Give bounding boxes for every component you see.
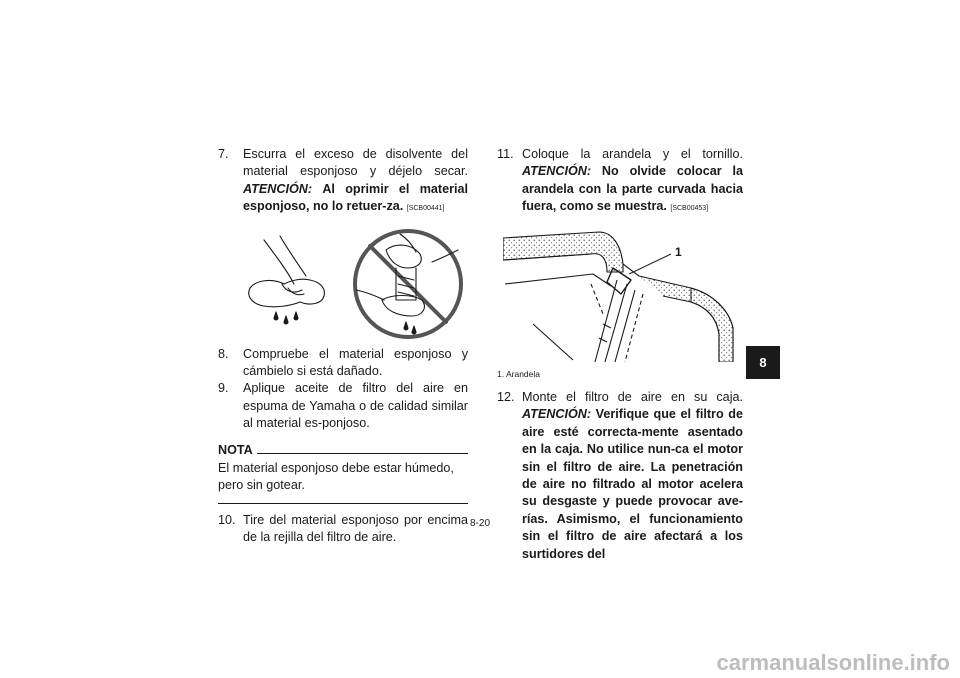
- step-number: 9.: [218, 381, 229, 396]
- left-column: [218, 146, 468, 547]
- step-text: Coloque la arandela y el tornillo.: [522, 147, 743, 161]
- sponge-squeeze-illustration: [236, 228, 466, 340]
- reference-code: [SCB00441]: [406, 205, 445, 213]
- step-text: Tire del material esponjoso por encima de la rejilla del filtro de aire.: [243, 512, 468, 545]
- step-text: Monte el filtro de aire en su caja.: [522, 390, 743, 405]
- watermark-text: carmanualsonline.info: [716, 650, 950, 675]
- note-rule: [257, 453, 468, 454]
- step-text: Compruebe el material esponjoso y cámbielo si está dañado.: [243, 346, 468, 379]
- caution-text: Al oprimir el material esponjoso, no lo retuer-za.: [243, 181, 468, 214]
- note-text: El material esponjoso debe estar húmedo, pero sin gotear.: [218, 461, 454, 493]
- caution-label: ATENCIÓN:: [522, 164, 592, 179]
- step-7: [218, 146, 468, 218]
- caution-label: ATENCIÓN:: [522, 407, 592, 422]
- step-number: 10.: [218, 512, 236, 527]
- note-end-rule: [218, 503, 468, 504]
- chapter-tab: 8: [746, 346, 780, 379]
- figure-callout: 1: [675, 244, 682, 259]
- note-header: [218, 442, 468, 459]
- step-9: [218, 380, 468, 432]
- note-label: NOTA: [218, 442, 253, 457]
- caution-label: ATENCIÓN:: [243, 181, 313, 196]
- right-column: [497, 146, 743, 563]
- step-number: 12.: [497, 390, 515, 405]
- step-number: 8.: [218, 346, 229, 361]
- step-number: 11.: [497, 147, 514, 161]
- figure-caption: 1. Arandela: [497, 368, 541, 379]
- step-12: [497, 389, 743, 563]
- reference-code: [SCB00453]: [670, 205, 709, 213]
- caution-text: Verifique que el filtro de aire esté correcta-mente asentado en la caja. No utilice nun-ca el motor sin el filtro de aire. La penetración de aire no filtrado al motor acelera su desgaste y puede provocar ave-rías. Asimismo, el funcionamiento sin el filtro de aire afectará a los surtidores del: [522, 407, 743, 561]
- step-text: Aplique aceite de filtro del aire en espuma de Yamaha o de calidad similar al material es-ponjoso.: [243, 381, 468, 431]
- step-number: 7.: [218, 147, 229, 161]
- step-text: Escurra el exceso de disolvente del material esponjoso y déjelo secar.: [243, 147, 468, 179]
- step-11: [497, 146, 743, 218]
- page-number: 8-20: [469, 518, 490, 529]
- caution-text: No olvide colocar la arandela con la parte curvada hacia fuera, como se muestra.: [522, 164, 743, 214]
- step-8: [218, 346, 468, 381]
- washer-illustration: [503, 224, 737, 362]
